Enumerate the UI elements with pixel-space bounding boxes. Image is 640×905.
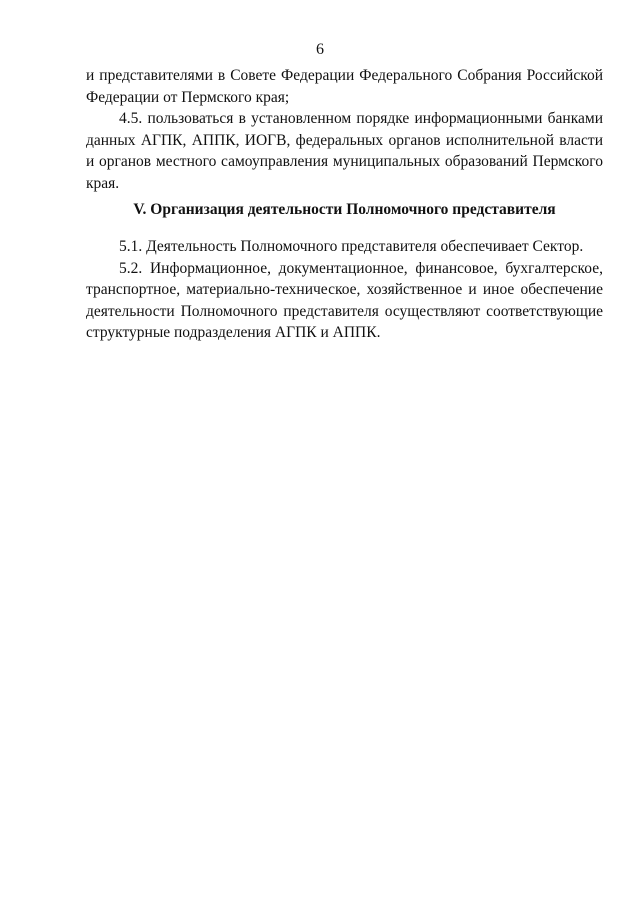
section-4-text xyxy=(86,65,603,194)
paragraph-5-1: 5.1. Деятельность Полномочного представителя обеспечивает Сектор. xyxy=(119,238,584,255)
paragraph-4-5: 4.5. пользоваться в установленном порядке информационными банками данных АГПК, АППК, ИОГВ, федеральных органов исполнительной власти и органов местного самоуправления муниципальных образований Пермского края. xyxy=(86,110,603,192)
paragraph-continuation: и представителями в Совете Федерации Федерального Собрания Российской Федерации от Пермского края; xyxy=(86,67,603,106)
page-number: 6 xyxy=(316,41,324,58)
section-5-text xyxy=(86,236,603,344)
section-5-heading: V. Организация деятельности Полномочного представителя xyxy=(133,201,556,218)
paragraph-5-2: 5.2. Информационное, документационное, финансовое, бухгалтерское, транспортное, материально-техническое, хозяйственное и иное обеспечение деятельности Полномочного представителя осуществляют соответствующие структурные подразделения АГПК и АППК. xyxy=(86,259,603,341)
